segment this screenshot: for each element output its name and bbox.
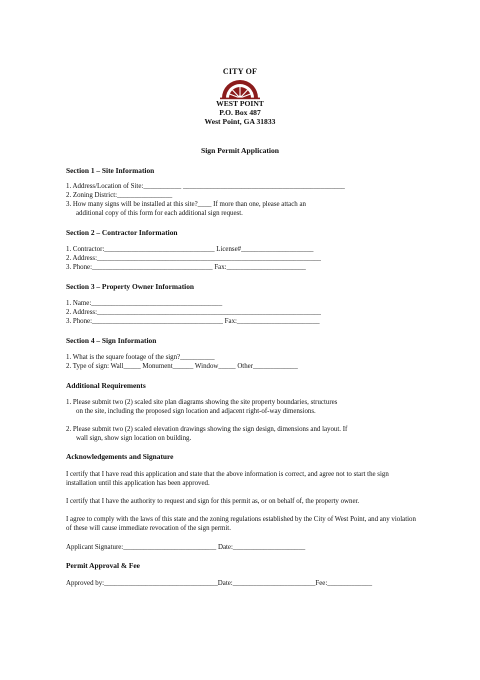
- city-of-heading: CITY OF: [222, 67, 258, 76]
- contractor-field[interactable]: 1. Contractor:________________________________ License#_____________________: [66, 246, 314, 253]
- sign-count-field[interactable]: 3. How many signs will be installed at this site?____ If more than one, please attach an: [66, 201, 306, 208]
- approval-fee-field[interactable]: Approved by:_________________________________Date:________________________Fee:_____________: [66, 580, 373, 587]
- authority-paragraph: I certify that I have the authority to request and sign for this permit as, or on behalf of, the property owner.: [66, 498, 360, 505]
- form-title: Sign Permit Application: [200, 146, 280, 155]
- city-seal-icon: [216, 74, 264, 100]
- permit-approval-title: Permit Approval & Fee: [66, 561, 140, 570]
- certify-paragraph: I certify that I have read this application and state that the above information is correct, and agree not to start the sign installation until this application has been approved.: [66, 471, 389, 487]
- site-address-field[interactable]: 1. Address/Location of Site:___________ _______________________________________________: [66, 183, 345, 190]
- section3-title: Section 3 – Property Owner Information: [66, 282, 195, 291]
- sign-count-note: additional copy of this form for each additional sign request.: [76, 210, 243, 217]
- requirement-site-plan: 1. Please submit two (2) scaled site plan diagrams showing the site property boundaries, structures: [66, 399, 338, 406]
- section4-title: Section 4 – Sign Information: [66, 336, 157, 345]
- zoning-district-field[interactable]: 2. Zoning District:________________: [66, 192, 173, 199]
- requirement-site-plan-cont: on the site, including the proposed sign location and adjacent right-of-way dimensions.: [76, 408, 316, 415]
- acknowledgements-title: Acknowledgements and Signature: [66, 452, 174, 461]
- comply-paragraph: I agree to comply with the laws of this state and the zoning regulations established by the City of West Point, and any violation of these will cause immediate revocation of the sign permit.: [66, 516, 416, 532]
- city-state-zip: West Point, GA 31833: [204, 117, 276, 126]
- requirement-elevation-cont: wall sign, show sign location on building.: [76, 435, 192, 442]
- applicant-signature-field[interactable]: Applicant Signature:___________________________ Date:_____________________: [66, 544, 306, 551]
- section1-title: Section 1 – Site Information: [66, 166, 155, 175]
- owner-phone-field[interactable]: 3. Phone:______________________________________ Fax:________________________: [66, 318, 320, 325]
- contractor-address-field[interactable]: 2. Address:_________________________________________________________________: [66, 255, 321, 262]
- requirement-elevation: 2. Please submit two (2) scaled elevation drawings showing the sign design, dimensions and layout. If: [66, 426, 348, 433]
- owner-address-field[interactable]: 2. Address:_________________________________________________________________: [66, 309, 321, 316]
- city-name: WEST POINT: [216, 99, 264, 108]
- section2-title: Section 2 – Contractor Information: [66, 228, 178, 237]
- contractor-phone-field[interactable]: 3. Phone:___________________________________ Fax:_______________________: [66, 264, 306, 271]
- sign-type-field[interactable]: 2. Type of sign: Wall_____ Monument______ Window_____ Other_____________: [66, 363, 298, 370]
- owner-name-field[interactable]: 1. Name:______________________________________: [66, 300, 223, 307]
- sign-square-footage-field[interactable]: 1. What is the square footage of the sign?__________: [66, 354, 215, 361]
- po-box: P.O. Box 487: [219, 108, 261, 117]
- additional-requirements-title: Additional Requirements: [66, 381, 146, 390]
